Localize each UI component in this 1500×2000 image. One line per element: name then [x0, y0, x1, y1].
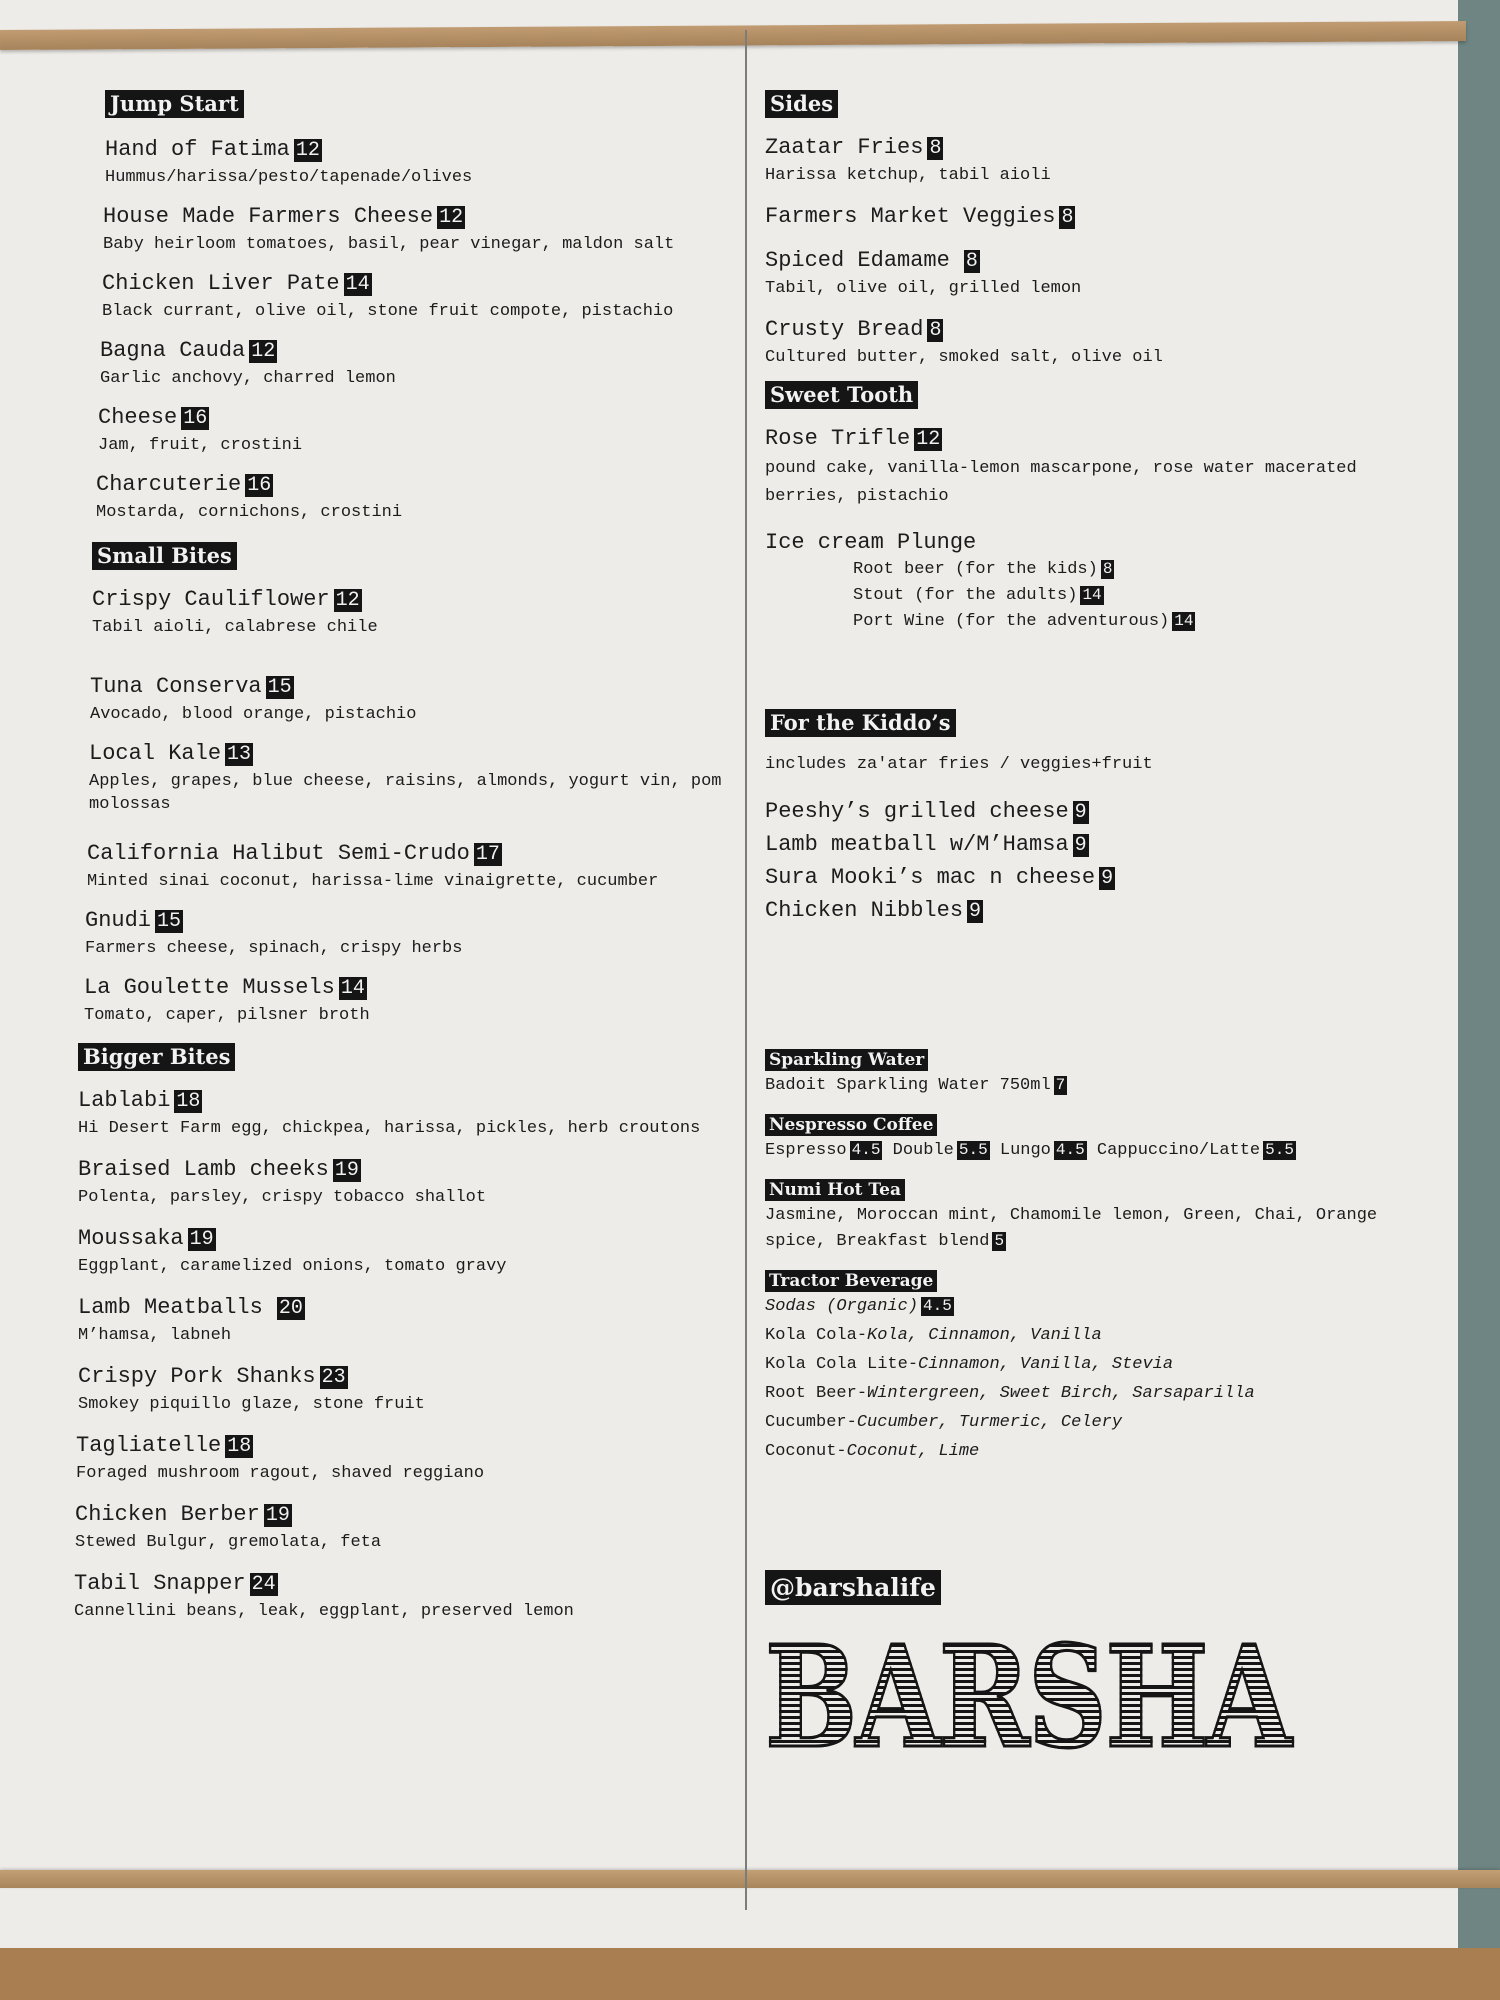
section-title: Tractor Beverage [765, 1270, 937, 1292]
item-price: 20 [278, 1297, 303, 1320]
section-coffee [765, 1114, 1445, 1165]
section-kids [765, 709, 1445, 927]
item-price: 19 [189, 1228, 214, 1251]
item-name: House Made Farmers Cheese [103, 204, 434, 229]
item-name: Zaatar Fries [765, 135, 924, 160]
item-name: Crispy Cauliflower [92, 587, 330, 612]
section-sweet-tooth [765, 381, 1445, 635]
item-price: 18 [176, 1090, 201, 1113]
coffee-item [1097, 1141, 1296, 1160]
item-name: Crusty Bread [765, 317, 924, 342]
item-name: Chicken Nibbles [765, 898, 964, 923]
item-price: 17 [475, 843, 500, 866]
item-description: Smokey piquillo glaze, stone fruit [78, 1395, 425, 1414]
item-price: 8 [929, 319, 942, 342]
item-price: 14 [340, 977, 365, 1000]
item-name: Crispy Pork Shanks [78, 1364, 316, 1389]
item-description: Mostarda, cornichons, crostini [96, 503, 403, 522]
plunge-option [853, 609, 1445, 635]
item-description: Avocado, blood orange, pistachio [90, 705, 417, 724]
item-price: 16 [183, 407, 208, 430]
item-description: Foraged mushroom ragout, shaved reggiano [76, 1464, 485, 1483]
section-bigger-bites [60, 1043, 730, 1623]
menu-item [96, 471, 730, 524]
item-description: Stewed Bulgur, gremolata, feta [75, 1533, 382, 1552]
item-price: 8 [929, 137, 942, 160]
item-description: Apples, grapes, blue cheese, raisins, almonds, yogurt vin, pom molossas [89, 772, 722, 814]
menu-item [87, 840, 730, 893]
menu-item [765, 861, 1445, 894]
section-small-bites [60, 542, 730, 1027]
menu-item [765, 894, 1445, 927]
menu-item [78, 1225, 730, 1278]
item-name: Tuna Conserva [90, 674, 262, 699]
item-price: 9 [1074, 834, 1087, 857]
item-name: Hand of Fatima [105, 137, 290, 162]
social-handle: @barshalife [765, 1570, 941, 1605]
item-description: Cultured butter, smoked salt, olive oil [765, 348, 1163, 367]
item-name: California Halibut Semi-Crudo [87, 841, 470, 866]
item-price: 19 [265, 1504, 290, 1527]
coffee-item [893, 1141, 990, 1160]
item-price: 12 [335, 589, 360, 612]
menu-item [105, 136, 730, 189]
brand-logo: BARSHA [765, 1623, 1295, 1773]
menu-item [78, 1156, 730, 1209]
sodas-line [765, 1292, 1445, 1321]
item-price: 19 [334, 1159, 359, 1182]
menu-item [102, 270, 730, 323]
item-name: Lamb meatball w/M’Hamsa [765, 832, 1069, 857]
coffee-name: Cappuccino/Latte [1096, 1141, 1261, 1160]
coffee-name: Espresso [765, 1141, 847, 1160]
menu-item [765, 203, 1445, 231]
menu-item [100, 337, 730, 390]
menu-item [78, 1087, 730, 1140]
item-description: pound cake, vanilla-lemon mascarpone, rose water macerated berries, pistachio [765, 459, 1357, 506]
item-name: Gnudi [85, 908, 152, 933]
column-divider [745, 30, 747, 1910]
item-description: Jam, fruit, crostini [98, 436, 303, 455]
plunge-options [765, 557, 1445, 635]
item-name: Tabil Snapper [74, 1571, 246, 1596]
item-name: Local Kale [89, 741, 222, 766]
coffee-price: 5.5 [1265, 1141, 1294, 1159]
section-sides [765, 90, 1445, 369]
item-description: Hummus/harissa/pesto/tapenade/olives [105, 168, 473, 187]
coffee-price: 4.5 [1055, 1141, 1085, 1159]
item-name: Tagliatelle [76, 1433, 222, 1458]
option-label: Port Wine (for the adventurous) [853, 612, 1170, 631]
section-tractor-beverage [765, 1270, 1445, 1466]
coffee-name: Lungo [999, 1141, 1051, 1160]
item-name: Cheese [98, 405, 178, 430]
menu-item [765, 134, 1445, 187]
menu-item [84, 974, 730, 1027]
flavor-name: Kola Cola- [765, 1326, 868, 1345]
beverage-name: Badoit Sparkling Water 750ml [765, 1076, 1051, 1095]
sodas-label: Sodas (Organic) [765, 1297, 919, 1316]
section-title: Sides [765, 90, 838, 118]
item-price: 9 [1074, 801, 1087, 824]
menu-item [765, 828, 1445, 861]
item-price: 16 [247, 474, 272, 497]
beverage-price: 7 [1055, 1076, 1066, 1094]
item-description: Tabil, olive oil, grilled lemon [765, 279, 1082, 298]
item-price: 8 [1061, 206, 1074, 229]
beverage-line [765, 1071, 1445, 1100]
item-description: Hi Desert Farm egg, chickpea, harissa, pickles, herb croutons [78, 1119, 701, 1138]
item-name: Bagna Cauda [100, 338, 246, 363]
option-label: Stout (for the adults) [853, 586, 1078, 605]
item-description: Farmers cheese, spinach, crispy herbs [85, 939, 463, 958]
coffee-item [1000, 1141, 1087, 1160]
item-description: Tabil aioli, calabrese chile [92, 618, 378, 637]
item-price: 12 [916, 428, 941, 451]
section-jump-start [60, 90, 730, 524]
flavor-notes: Cucumber, Turmeric, Celery [856, 1413, 1123, 1432]
option-price: 14 [1082, 586, 1102, 604]
menu-strap-bottom [0, 1870, 1500, 1888]
option-label: Root beer (for the kids) [853, 560, 1098, 579]
menu-right-column [765, 90, 1445, 1780]
section-title: Jump Start [105, 90, 244, 118]
item-name: Chicken Liver Pate [102, 271, 340, 296]
branding [765, 1570, 1445, 1780]
flavor-name: Coconut- [765, 1442, 847, 1461]
section-title: Sparkling Water [765, 1049, 928, 1071]
item-price: 15 [157, 910, 182, 933]
flavor-name: Kola Cola Lite- [765, 1355, 919, 1374]
section-tea [765, 1179, 1445, 1256]
item-name: Farmers Market Veggies [765, 204, 1056, 229]
option-price: 8 [1102, 560, 1113, 578]
section-title: Numi Hot Tea [765, 1179, 905, 1201]
option-price: 14 [1174, 612, 1194, 630]
item-price: 8 [965, 250, 978, 273]
flavor-notes: Wintergreen, Sweet Birch, Sarsaparilla [867, 1384, 1255, 1403]
section-title: Sweet Tooth [765, 381, 918, 409]
section-title: Nespresso Coffee [765, 1114, 937, 1136]
table-surface [0, 1948, 1500, 2000]
sodas-price: 4.5 [923, 1297, 952, 1315]
item-description: Cannellini beans, leak, eggplant, preserved lemon [74, 1602, 574, 1621]
section-title: Small Bites [92, 542, 237, 570]
flavor-notes: Coconut, Lime [846, 1442, 980, 1461]
item-description: Polenta, parsley, crispy tobacco shallot [78, 1188, 487, 1207]
menu-item [765, 529, 1445, 635]
item-name: Chicken Berber [75, 1502, 260, 1527]
menu-item [92, 586, 730, 639]
tea-text: spice, Breakfast blend [765, 1232, 990, 1251]
menu-item [765, 247, 1445, 300]
background-edge [1458, 0, 1500, 1948]
flavor-name: Cucumber- [765, 1413, 857, 1432]
coffee-name: Double [892, 1141, 954, 1160]
flavor-line [765, 1408, 1445, 1437]
plunge-option [853, 583, 1445, 609]
menu-item [74, 1570, 730, 1623]
item-price: 24 [251, 1573, 276, 1596]
item-price: 15 [267, 676, 292, 699]
item-name: Peeshy’s grilled cheese [765, 799, 1069, 824]
flavor-line [765, 1321, 1445, 1350]
item-description: Black currant, olive oil, stone fruit compote, pistachio [102, 302, 674, 321]
menu-item [75, 1501, 730, 1554]
item-name: Spiced Edamame [765, 248, 950, 273]
item-price: 12 [295, 139, 320, 162]
item-description: Minted sinai coconut, harissa-lime vinaigrette, cucumber [87, 872, 659, 891]
item-name: Lamb Meatballs [78, 1295, 263, 1320]
item-description: Harissa ketchup, tabil aioli [765, 166, 1051, 185]
coffee-price: 4.5 [851, 1141, 881, 1159]
flavor-line [765, 1437, 1445, 1466]
menu-item [103, 203, 730, 256]
flavor-line [765, 1379, 1445, 1408]
item-description: Baby heirloom tomatoes, basil, pear vinegar, maldon salt [103, 235, 675, 254]
menu-item [89, 740, 730, 816]
menu-item [78, 1363, 730, 1416]
menu-item [76, 1432, 730, 1485]
flavor-name: Root Beer- [765, 1384, 868, 1403]
section-title: For the Kiddo’s [765, 709, 956, 737]
tea-line [765, 1227, 1445, 1256]
flavor-line [765, 1350, 1445, 1379]
item-price: 12 [439, 206, 464, 229]
item-name: Charcuterie [96, 472, 242, 497]
item-name: Rose Trifle [765, 426, 911, 451]
item-name: Sura Mooki’s mac n cheese [765, 865, 1096, 890]
menu-item [765, 795, 1445, 828]
item-name: La Goulette Mussels [84, 975, 335, 1000]
flavor-notes: Cinnamon, Vanilla, Stevia [918, 1355, 1174, 1374]
item-price: 13 [227, 743, 252, 766]
coffee-item [765, 1141, 882, 1160]
plunge-option [853, 557, 1445, 583]
coffee-row [765, 1136, 1445, 1165]
item-description: Eggplant, caramelized onions, tomato gravy [78, 1257, 507, 1276]
coffee-price: 5.5 [958, 1141, 988, 1159]
tea-price: 5 [994, 1232, 1005, 1250]
section-sparkling-water [765, 1049, 1445, 1100]
item-name: Lablabi [78, 1088, 171, 1113]
item-name: Ice cream Plunge [765, 530, 977, 555]
menu-item [85, 907, 730, 960]
menu-item [78, 1294, 730, 1347]
item-description: Garlic anchovy, charred lemon [100, 369, 396, 388]
section-title: Bigger Bites [78, 1043, 235, 1071]
item-price: 9 [969, 900, 982, 923]
menu-item [90, 673, 730, 726]
item-description: Tomato, caper, pilsner broth [84, 1006, 370, 1025]
item-price: 12 [251, 340, 276, 363]
item-price: 23 [321, 1366, 346, 1389]
item-description: M’hamsa, labneh [78, 1326, 232, 1345]
kids-note: includes za'atar fries / veggies+fruit [765, 755, 1153, 774]
menu-item [98, 404, 730, 457]
tea-line: Jasmine, Moroccan mint, Chamomile lemon, Green, Chai, Orange [765, 1206, 1378, 1225]
item-name: Moussaka [78, 1226, 184, 1251]
menu-item [765, 316, 1445, 369]
item-price: 14 [345, 273, 370, 296]
item-name: Braised Lamb cheeks [78, 1157, 329, 1182]
item-price: 9 [1101, 867, 1114, 890]
kids-list [765, 795, 1445, 927]
item-price: 18 [227, 1435, 252, 1458]
menu-left-column [60, 90, 730, 1623]
menu-item [765, 425, 1445, 511]
flavor-notes: Kola, Cinnamon, Vanilla [867, 1326, 1102, 1345]
